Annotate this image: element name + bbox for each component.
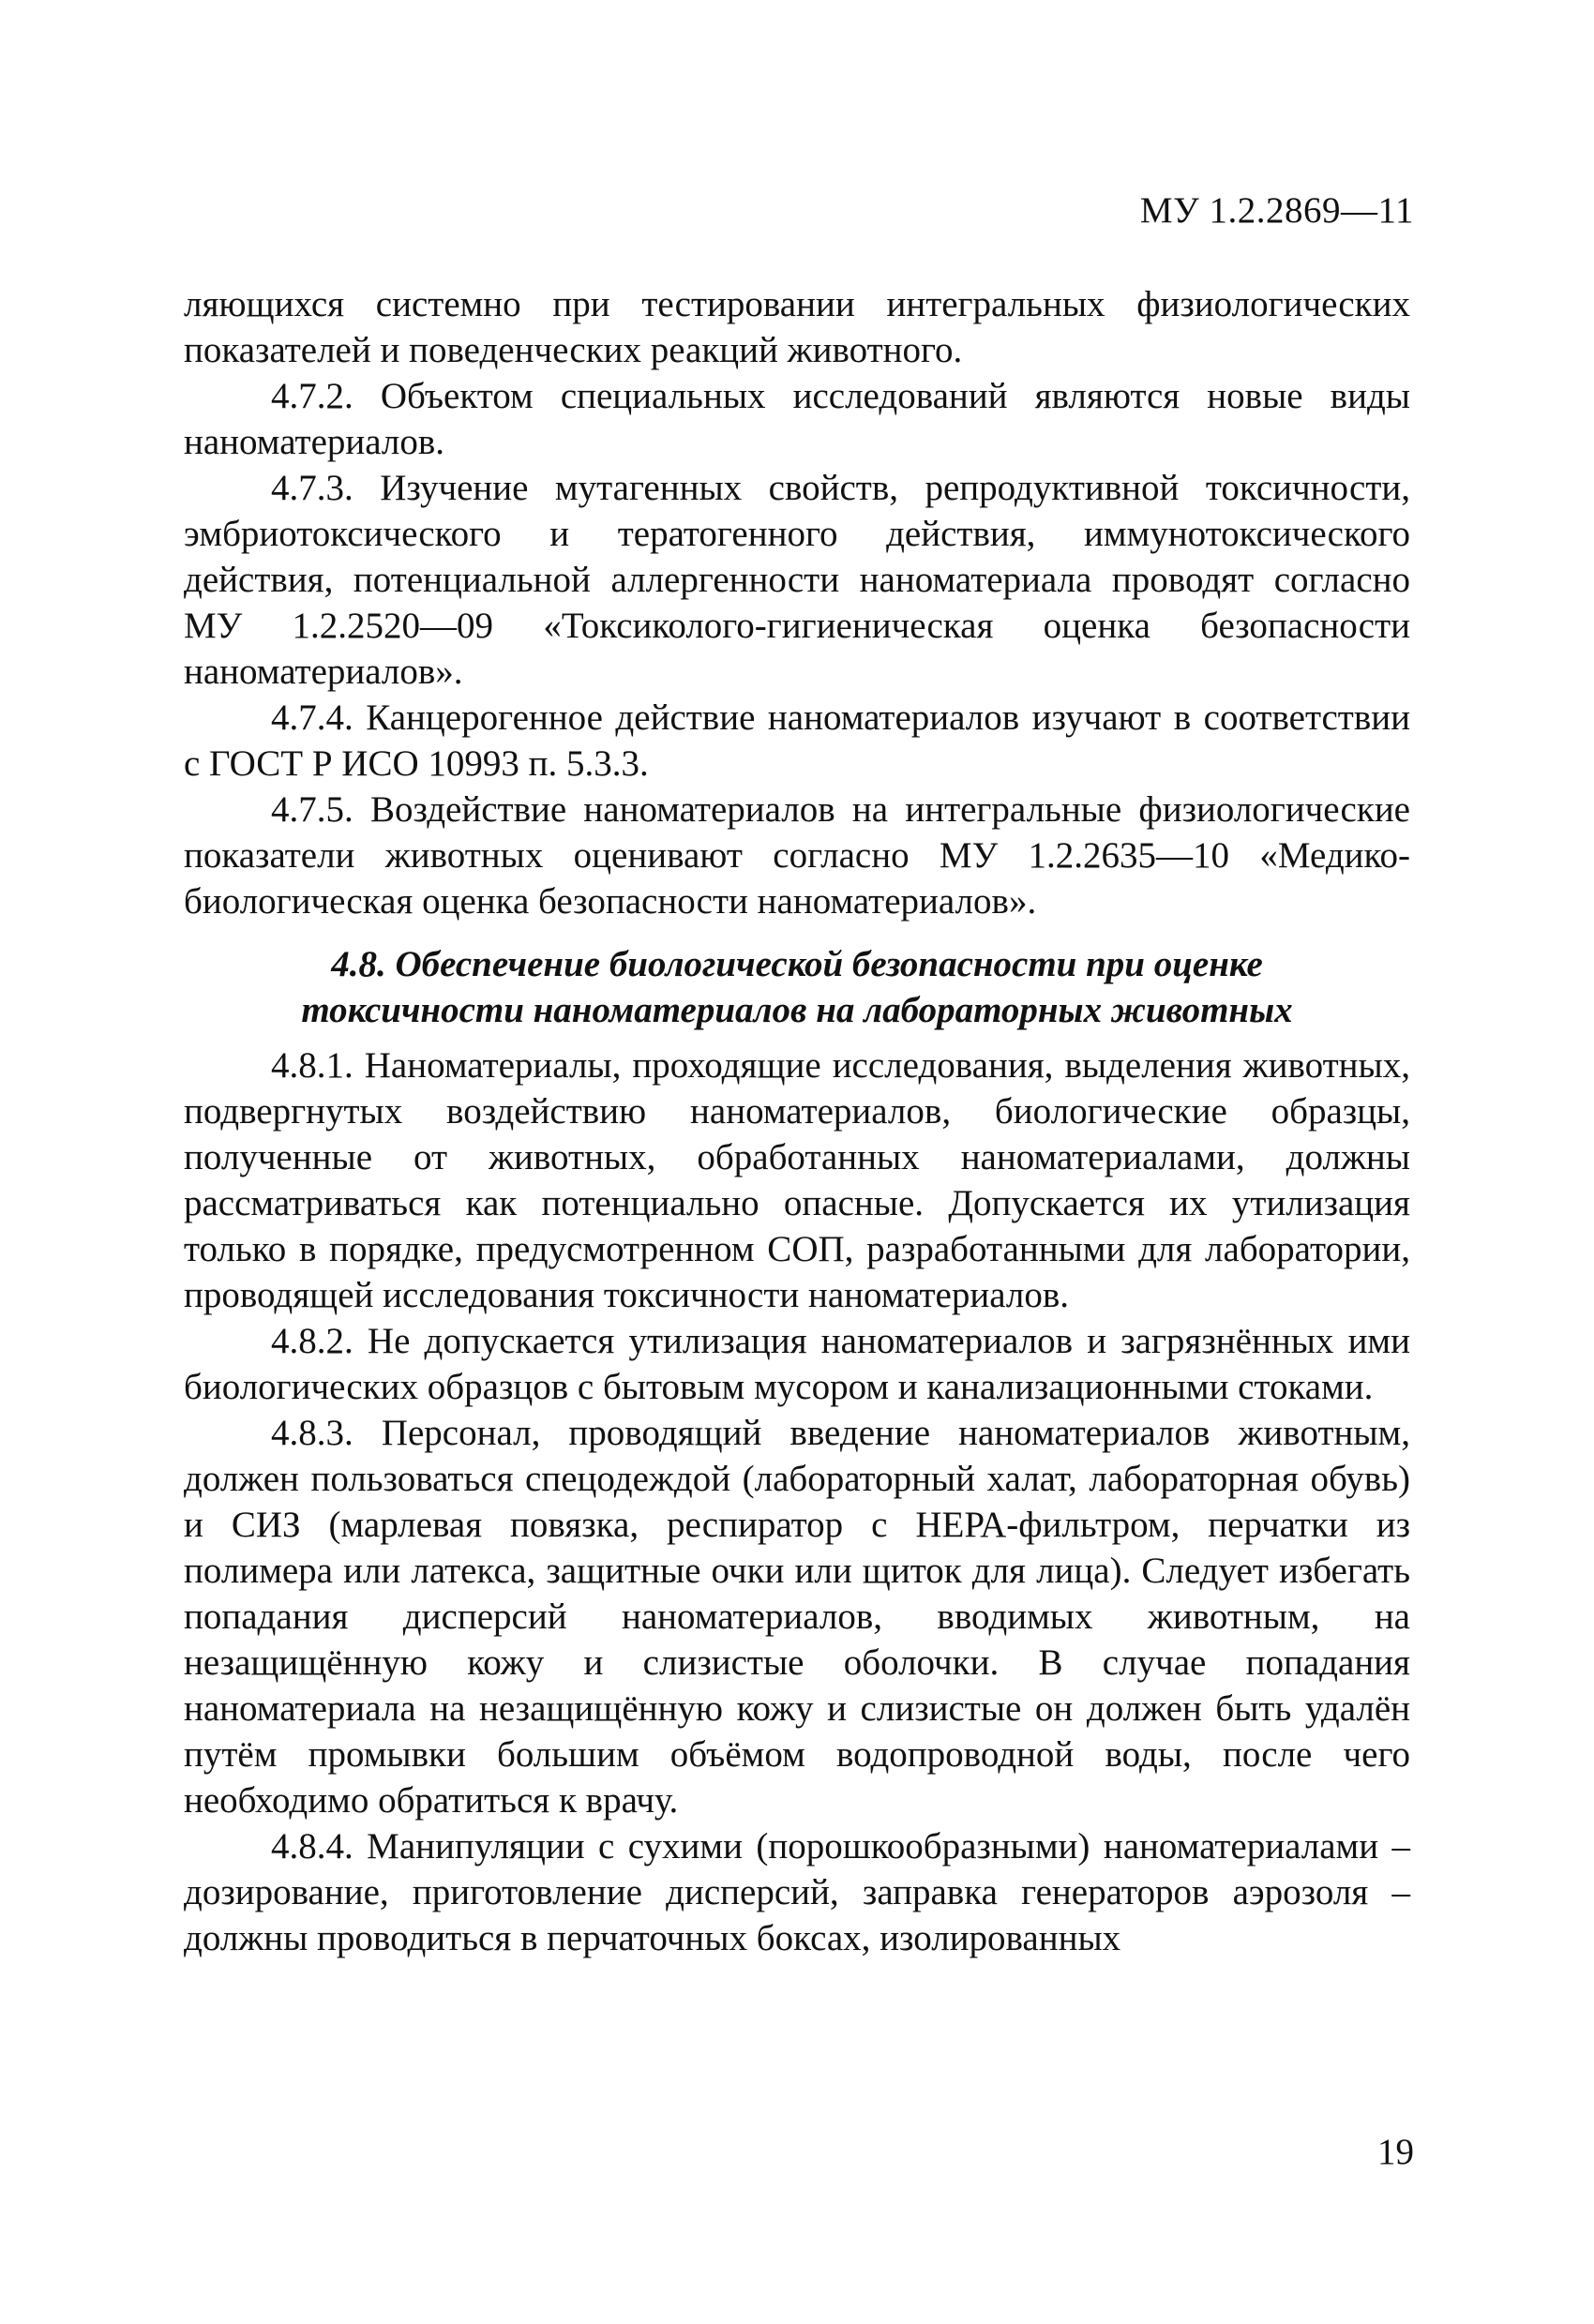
- paragraph-4-7-3: 4.7.3. Изучение мутагенных свойств, репродуктивной токсичности, эмбриотоксического и тератогенного действия, иммунотоксического действия, потенциальной аллергенности наноматериала проводят согласно МУ 1.2.2520—09 «Токсиколого-гигиеническая оценка безопасности наноматериалов».: [184, 468, 1410, 692]
- paragraph-4-7-4: 4.7.4. Канцерогенное действие наноматериалов изучают в соответствии с ГОСТ Р ИСО 10993 п. 5.3.3.: [184, 697, 1410, 784]
- paragraph-4-7-2: 4.7.2. Объектом специальных исследований являются новые виды наноматериалов.: [184, 376, 1410, 462]
- paragraph-continued: ляющихся системно при тестировании интегральных физиологических показателей и поведенческих реакций животного.: [184, 284, 1410, 370]
- page-number: 19: [1377, 2132, 1414, 2172]
- section-heading-4-8: [184, 941, 1410, 1033]
- body-text: [184, 281, 1410, 1961]
- section-heading-line-1: 4.8. Обеспечение биологической безопасности при оценке: [331, 944, 1263, 984]
- paragraph-4-8-3: 4.8.3. Персонал, проводящий введение наноматериалов животным, должен пользоваться спецодеждой (лабораторный халат, лабораторная обувь) и СИЗ (марлевая повязка, респиратор с НЕРА-фильтром, перчатки из полимера или латекса, защитные очки или щиток для лица). Следует избегать попадания дисперсий наноматериалов, вводимых животным, на незащищённую кожу и слизистые оболочки. В случае попадания наноматериала на незащищённую кожу и слизистые он должен быть удалён путём промывки большим объёмом водопроводной воды, после чего необходимо обратиться к врачу.: [184, 1413, 1410, 1821]
- paragraph-4-7-5: 4.7.5. Воздействие наноматериалов на интегральные физиологические показатели животных оценивают согласно МУ 1.2.2635—10 «Медико-биологическая оценка безопасности наноматериалов».: [184, 789, 1410, 922]
- section-heading-line-2: токсичности наноматериалов на лабораторных животных: [301, 990, 1293, 1030]
- paragraph-4-8-1: 4.8.1. Наноматериалы, проходящие исследования, выделения животных, подвергнутых воздействию наноматериалов, биологические образцы, полученные от животных, обработанных наноматериалами, должны рассматриваться как потенциально опасные. Допускается их утилизация только в порядке, предусмотренном СОП, разработанными для лаборатории, проводящей исследования токсичности наноматериалов.: [184, 1045, 1410, 1315]
- paragraph-4-8-2: 4.8.2. Не допускается утилизация наноматериалов и загрязнённых ими биологических образцов с бытовым мусором и канализационными стоками.: [184, 1321, 1410, 1407]
- running-header-document-code: МУ 1.2.2869—11: [1139, 190, 1414, 231]
- paragraph-4-8-4: 4.8.4. Манипуляции с сухими (порошкообразными) наноматериалами – дозирование, приготовление дисперсий, заправка генераторов аэрозоля – должны проводиться в перчаточных боксах, изолированных: [184, 1826, 1410, 1958]
